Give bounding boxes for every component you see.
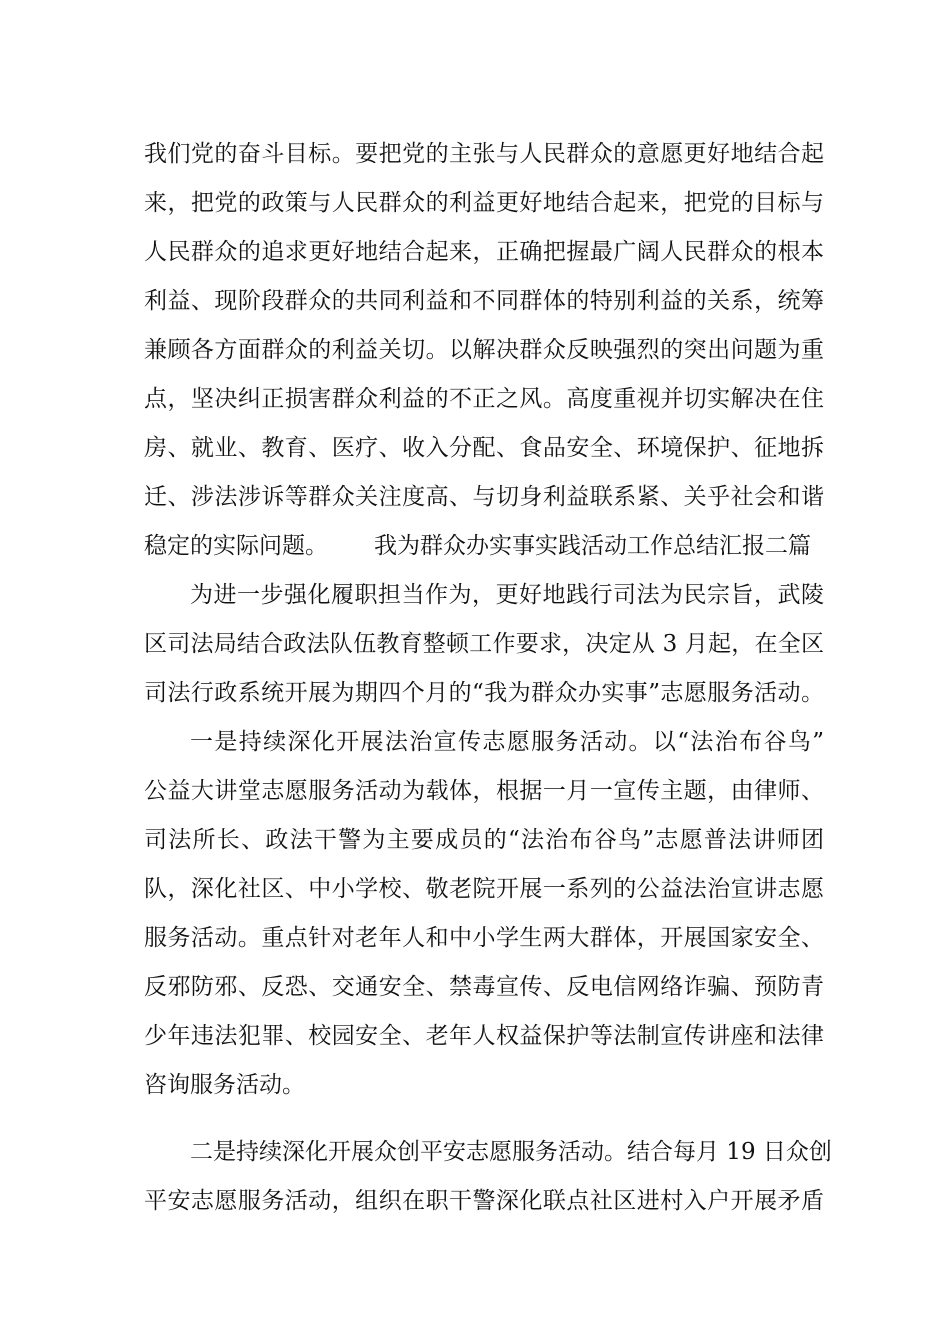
- paragraph-line: 点，坚决纠正损害群众利益的不正之风。高度重视并切实解决在住: [144, 386, 824, 412]
- paragraph-line: 二是持续深化开展众创平安志愿服务活动。结合每月 19 日众创: [190, 1139, 832, 1165]
- paragraph-line: 司法所长、政法干警为主要成员的“法治布谷鸟”志愿普法讲师团: [144, 827, 824, 853]
- paragraph-line: 咨询服务活动。: [144, 1072, 305, 1098]
- paragraph-line: 服务活动。重点针对老年人和中小学生两大群体，开展国家安全、: [144, 925, 824, 951]
- paragraph-line: 反邪防邪、反恐、交通安全、禁毒宣传、反电信网络诈骗、预防青: [144, 974, 824, 1000]
- paragraph-line: 队，深化社区、中小学校、敬老院开展一系列的公益法治宣讲志愿: [144, 876, 824, 902]
- paragraph-line-with-title: [144, 522, 824, 571]
- section-title: 我为群众办实事实践活动工作总结汇报二篇: [374, 533, 811, 559]
- paragraph-end-text: 稳定的实际问题。: [144, 533, 328, 559]
- paragraph-line: 平安志愿服务活动，组织在职干警深化联点社区进村入户开展矛盾: [144, 1188, 824, 1214]
- paragraph-line: 少年违法犯罪、校园安全、老年人权益保护等法制宣传讲座和法律: [144, 1023, 824, 1049]
- paragraph-line: 利益、现阶段群众的共同利益和不同群体的特别利益的关系，统筹: [144, 288, 824, 314]
- paragraph-line: 为进一步强化履职担当作为，更好地践行司法为民宗旨，武陵: [190, 582, 824, 608]
- document-body: [144, 130, 832, 1226]
- paragraph-line: 人民群众的追求更好地结合起来，正确把握最广阔人民群众的根本: [144, 239, 824, 265]
- paragraph-line: 区司法局结合政法队伍教育整顿工作要求，决定从 3 月起，在全区: [144, 631, 824, 657]
- paragraph-spacer: [144, 1110, 824, 1128]
- paragraph-line: 来，把党的政策与人民群众的利益更好地结合起来，把党的目标与: [144, 190, 824, 216]
- paragraph-line: 我们党的奋斗目标。要把党的主张与人民群众的意愿更好地结合起: [144, 141, 824, 167]
- paragraph-line: 兼顾各方面群众的利益关切。以解决群众反映强烈的突出问题为重: [144, 337, 824, 363]
- paragraph-line: 司法行政系统开展为期四个月的“我为群众办实事”志愿服务活动。: [144, 680, 824, 706]
- paragraph-line: 房、就业、教育、医疗、收入分配、食品安全、环境保护、征地拆: [144, 435, 824, 461]
- paragraph-line: 迁、涉法涉诉等群众关注度高、与切身利益联系紧、关乎社会和谐: [144, 484, 824, 510]
- paragraph-line: 一是持续深化开展法治宣传志愿服务活动。以“法治布谷鸟”: [190, 729, 824, 755]
- paragraph-line: 公益大讲堂志愿服务活动为载体，根据一月一宣传主题，由律师、: [144, 778, 824, 804]
